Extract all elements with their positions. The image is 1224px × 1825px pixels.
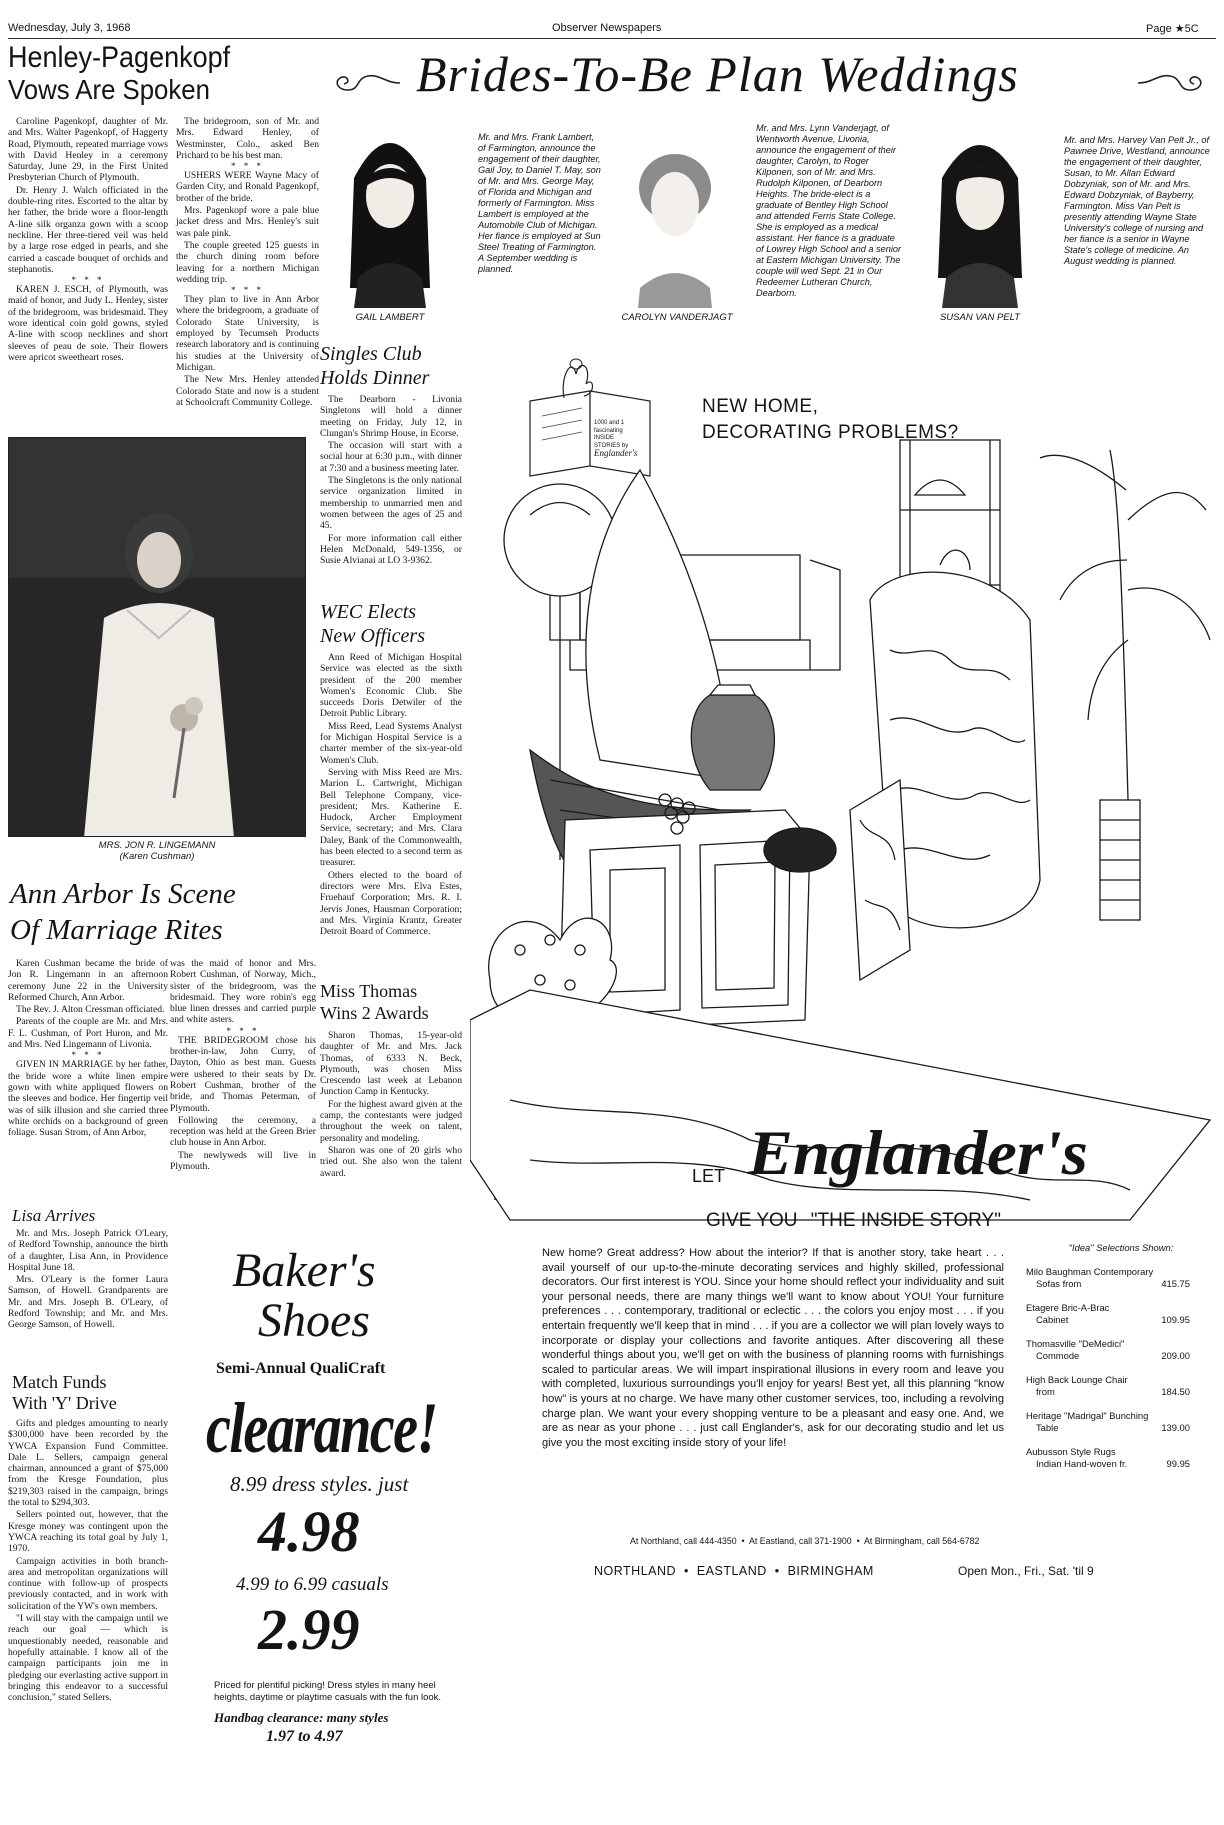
selection-price: 139.00 [1161,1422,1190,1433]
bakers-logo-line1: Baker's [232,1244,376,1297]
book-text-line: INSIDE [594,435,615,441]
match-text [8,1418,168,1704]
thomas-para: Sharon was one of 20 girls who tried out. She also won the talent award. [320,1144,462,1179]
book-signature: Englander's [594,448,638,458]
bride-caption-name: MRS. JON R. LINGEMANN [98,840,216,851]
englander-stores: NORTHLAND • EASTLAND • BIRMINGHAM [594,1564,874,1578]
selection-name-cont: from [1036,1386,1055,1397]
lambert-photo [330,118,450,308]
selection-price: 415.75 [1161,1278,1190,1289]
selection-name-cont: Cabinet [1036,1314,1069,1325]
book-text-line: fascinating [594,427,623,434]
vanderjagt-text: Mr. and Mrs. Lynn Vanderjagt, of Wentworth Avenue, Livonia, announce the engagement of their daughter, Carolyn, to Roger Kilponen, son of Mr. and Mrs. Rudolph Kilponen, of Dearborn Heights. The bride-elect is a graduate of Bentley High School and attended Ferris State College. She is employed as a medical assistant. Her fiance is a graduate of Lowrey High School and a senior at Eastern Michigan University. The couple will wed Sept. 21 in Our Redeemer Lutheran Church, Dearborn. [756,123,902,298]
bride-caption-maiden: (Karen Cushman) [119,851,195,862]
annarbor-headline-line1: Ann Arbor Is Scene [10,878,236,910]
lambert-portrait [330,118,450,308]
wec-headline-line2: New Officers [320,625,425,647]
henley-para: USHERS WERE Wayne Macy of Garden City, and Ronald Pagenkopf, brother of the bride. [176,170,319,204]
bakers-casuals: 4.99 to 6.99 casuals [236,1574,389,1595]
englander-tagline [706,1210,1001,1232]
selection-price: 109.95 [1161,1314,1190,1325]
henley-headline-line2: Vows Are Spoken [8,74,210,105]
henley-col2 [176,116,319,409]
henley-para: Dr. Henry J. Walch officiated in the double-ring rites. Escorted to the altar by her father, the bride wore a floor-length A-line silk organza gown with a scoop neckline. Her three-tiered veil was held by a large rose edged in pearls, and she carried a cascade bouquet of orchids and stephanotis. [8,184,168,275]
bakers-ad [202,1232,470,1752]
selection-name: Etagere Bric-A-Brac [1026,1302,1110,1313]
annarbor-col2 [170,958,316,1173]
separator-stars: * * * [231,285,264,296]
bakers-sub: Semi-Annual QualiCraft [216,1360,386,1377]
singles-text [320,394,462,567]
englander-tagline-part1: GIVE YOU [706,1210,798,1231]
englander-tagline-part2: "THE INSIDE STORY" [810,1210,1001,1231]
henley-para: The bridegroom, son of Mr. and Mrs. Edward Henley, of Westminster, Colo., asked Ben Prichard to be his best man. [176,116,319,161]
flourish-right-icon [1136,70,1208,96]
bride-photo [8,437,306,837]
selection-name-cont: Commode [1036,1350,1080,1361]
vanpelt-text: Mr. and Mrs. Harvey Van Pelt Jr., of Pawnee Drive, Westland, announce the engagement of their daughter, Susan, to Mr. Allan Edward Dobzyniak, son of Mr. and Mrs. Edward Dobzyniak, of Bayberry, Farmington. Miss Van Pelt is presently attending Wayne State University's college of nursing and her fiance is a senior in Wayne State's college of medicine. An August wedding is planned. [1064,135,1210,266]
selections-title: "Idea" Selections Shown: [1068,1242,1174,1253]
dateline: Wednesday, July 3, 1968 [8,22,131,34]
englander-logo: Englander's [748,1117,1088,1188]
selection-item [1026,1446,1216,1470]
selection-item [1026,1374,1216,1398]
match-headline-line2: With 'Y' Drive [12,1393,117,1413]
henley-para: Mrs. Pagenkopf wore a pale blue jacket dress and Mrs. Henley's suit was pale pink. [176,205,319,239]
match-para: Sellers pointed out, however, that the Kresge money was contingent upon the YWCA reaching its total goal by July 1, 1970. [8,1509,168,1555]
bakers-dress: 8.99 dress styles. just [230,1472,409,1496]
annarbor-para: Following the ceremony, a reception was held at the Green Brier club house in Ann Arbor. [170,1114,316,1149]
annarbor-para: Parents of the couple are Mr. and Mrs. F. L. Cushman, of Port Huron, and Mr. and Mrs. Ned Lingemann of Livonia. [8,1016,168,1051]
singles-para: For more information call either Helen McDonald, 549-1356, or Susie Alvianai at LO 3-9362. [320,532,462,567]
wec-headline [320,600,470,648]
bride-photo-caption [8,840,306,862]
selection-item [1026,1410,1216,1434]
match-para: "I will stay with the campaign until we reach our goal — which is unquestionably needed, reasonable and hopefully attainable. I know all of the campaign participants join me in pledging our everlasting active support in bringing this endeavor to a successful conclusion," stated Sellers. [8,1613,168,1704]
vanpelt-photo [920,118,1040,308]
selection-price: 184.50 [1161,1386,1190,1397]
englander-headline-line1: NEW HOME, [702,396,819,417]
henley-col1 [8,116,168,364]
singles-para: The Dearborn - Livonia Singletons will hold a dinner meeting on Friday, July 12, in Clungan's Shrimp House, in Ecorse. [320,394,462,439]
englander-body: New home? Great address? How about the interior? If that is another story, take heart . . . avail yourself of our up-to-the-minute decorating services and highly skilled, professional decorators. Our first interest is YOU. Since your home should reflect your individuality and suit your personal needs, there are many things we'll want to know about YOU! Your furniture preferences . . . contemporary, traditional or eclectic . . . the colors you enjoy most . . . if you entertain frequently we'll keep that in mind . . . if you are a collector we will plan lovely ways to incorporate or display your collections and favorite antiques. After discovering all these wonderful things about you, we'll get on with the business of planning rooms with furnishings scaled to particular areas. We will impart inspirational illusions in every room and leave you with completed, luxurious surroundings you'll enjoy for years! Best yet, all this planning "know how" is yours at no charge. We have many other customer services, too, including a revolving charge plan. We want your every shopping venture to be a pleasant and easy one. And, we are as near as your phone . . . just call Englander's, ask for our decorating studio and let us give you the most exciting inside story of your life! [542,1247,1004,1449]
singles-headline-line1: Singles Club [320,343,422,365]
henley-para: The couple greeted 125 guests in the church dining room before leaving for a northern Michigan wedding trip. [176,239,319,285]
englander-ad [470,340,1216,1780]
bride-photo-image [9,438,306,837]
lisa-para: Mrs. O'Leary is the former Laura Samson, of Howell. Grandparents are Mr. and Mrs. Joseph B. O'Leary, of Redford Township; and Mr. and Mrs. George Samson, of Howell. [8,1274,168,1331]
selection-item [1026,1338,1216,1362]
henley-para: The New Mrs. Henley attended Colorado State and now is a student at Schoolcraft Community College. [176,374,319,408]
bakers-price1: 4.98 [258,1499,360,1564]
separator-stars: * * * [71,1050,105,1061]
lambert-caption: GAIL LAMBERT [355,312,425,323]
thomas-headline [320,980,470,1024]
book-text-line: STORIES by [594,442,629,449]
thomas-text [320,1030,462,1180]
henley-para: They plan to live in Ann Arbor where the bridegroom, a graduate of Colorado State University, is employed by Tecumseh Products research laboratory and is continuing his studies at the University of Michigan. [176,294,319,373]
henley-headline [8,42,308,106]
vanderjagt-photo [620,118,730,308]
vanderjagt-portrait [620,118,730,308]
lisa-headline: Lisa Arrives [12,1206,96,1225]
vanpelt-caption: SUSAN VAN PELT [939,312,1021,323]
annarbor-para: Karen Cushman became the bride of Jon R. Lingemann in an afternoon ceremony June 22 in the University Reformed Church, Ann Arbor. [8,958,168,1003]
selections-list [1026,1242,1216,1482]
englander-let: LET [692,1166,726,1186]
annarbor-para: was the maid of honor and Mrs. Robert Cushman, of Norway, Mich., sister of the bridegroom, was the bridesmaid. They wore robin's egg blue linen dresses and carried purple and white asters. [170,958,316,1026]
wec-para: Ann Reed of Michigan Hospital Service was elected as the sixth president of the 200 member Women's Economic Club. She succeeds Doris Detwiler of the Detroit Public Library. [320,652,462,720]
paper-name: Observer Newspapers [552,22,662,34]
henley-para: KAREN J. ESCH, of Plymouth, was maid of honor, and Judy L. Henley, sister of the bridegroom, was bridesmaid. They wore identical coin gold gowns, styled A-line with scoop necklines and short sleeves of peau de soie. Their flowers were apricot sweetheart roses. [8,284,168,363]
bakers-logo-line2: Shoes [258,1294,370,1347]
singles-headline-line2: Holds Dinner [320,367,430,389]
selection-name: Aubusson Style Rugs [1026,1446,1116,1457]
wec-para: Miss Reed, Lead Systems Analyst for Michigan Hospital Service is a charter member of the six-year-old Women's Club. [320,720,462,766]
singles-headline [320,342,470,390]
selection-name-cont: Table [1036,1422,1059,1433]
thomas-headline-line2: Wins 2 Awards [320,1003,429,1023]
bakers-price2: 2.99 [258,1597,360,1662]
annarbor-headline-line2: Of Marriage Rites [10,914,223,946]
englander-phones: At Northland, call 444-4350 • At Eastland, call 371-1900 • At Birmingham, call 564-6782 [630,1536,980,1546]
englander-headline-line2: DECORATING PROBLEMS? [702,422,959,443]
selection-item [1026,1302,1216,1326]
selection-price: 99.95 [1166,1458,1190,1469]
bakers-clearance: clearance! [206,1388,437,1468]
wec-para: Serving with Miss Reed are Mrs. Marion L. Cartwright, Michigan Bell Telephone Company, vice-president; Mrs. Katherine E. Hudock, Archer Employment Service, secretary; and Mrs. Clara Daley, Bank of the Commonwealth, has been elected to a second term as treasurer. [320,766,462,869]
bakers-fine-print: Priced for plentiful picking! Dress styles in many heel heights, daytime or playtime casuals with the fun look. [214,1680,442,1703]
bakers-handbag-price: 1.97 to 4.97 [266,1728,343,1745]
lisa-para: Mr. and Mrs. Joseph Patrick O'Leary, of Redford Township, announce the birth of a daughter, Lisa Ann, in Providence Hospital June 18. [8,1228,168,1273]
separator-stars: * * * [71,275,105,286]
annarbor-col1 [8,958,168,1139]
selection-item [1026,1266,1216,1290]
bakers-handbag: Handbag clearance: many styles [214,1710,389,1725]
selection-name: Thomasville "DeMedici" [1026,1338,1125,1349]
annarbor-para: THE BRIDEGROOM chose his brother-in-law, John Curry, of Dayton, Ohio as best man. Guests were ushered to their seats by Dr. Robert Cushman, brother of the bride, and Thomas Peterman, of Plymouth. [170,1034,316,1114]
page-number: Page ★5C [1146,23,1199,35]
vanpelt-portrait [920,118,1040,308]
singles-para: The occasion will start with a social hour at 6:30 p.m., with dinner at 7:30 and a business meeting later. [320,440,462,474]
vanderjagt-caption: CAROLYN VANDERJAGT [621,312,733,323]
brides-banner-title: Brides-To-Be Plan Weddings [416,46,1019,102]
annarbor-para: GIVEN IN MARRIAGE by her father, the bride wore a white linen empire gown with white appliqued flowers on the sleeves and bodice. Her fingertip veil was of silk illusion and she carried three white orchids on a background of green foliage. Susan Strom, of Ann Arbor, [8,1059,168,1139]
flourish-left-icon [330,70,402,96]
match-headline-line1: Match Funds [12,1372,107,1392]
wec-headline-line1: WEC Elects [320,601,417,623]
brides-banner [330,46,1210,106]
wec-para: Others elected to the board of directors were Mrs. Elva Estes, Fruehauf Corporation; Mrs. R. I. Jervis Jones, Hausman Corporation; and Mrs. Virginia Krantz, Greater Detroit Board of Commerce. [320,869,462,938]
lambert-text: Mr. and Mrs. Frank Lambert, of Farmington, announce the engagement of their daughter, Gail Joy, to Daniel T. May, son of Mr. and Mrs. George May, of Florida and Michigan and formerly of Farmington. Miss Lambert is employed at the Automobile Club of Michigan. Her fiance is employed at Sun Steel Treating of Farmington. A September wedding is planned. [478,132,601,274]
book-text-line: 1000 and 1 [594,420,625,426]
annarbor-para: The newlyweds will live in Plymouth. [170,1149,316,1173]
selection-name: Milo Baughman Contemporary [1026,1266,1154,1277]
englander-hours: Open Mon., Fri., Sat. 'til 9 [958,1564,1094,1578]
annarbor-para: The Rev. J. Alton Cressman officiated. [16,1004,165,1016]
match-para: Gifts and pledges amounting to nearly $300,000 have been recorded by the YWCA Expansion Fund Committee. Dale L. Sellers, campaign general chairman, announced a grant of $75,000 from the Kresge Foundation, plus $219,303 raised in the campaign, brings the total to $294,303. [8,1418,168,1509]
selection-name: High Back Lounge Chair [1026,1374,1128,1385]
header-rule [8,38,1216,39]
selection-name-cont: Indian Hand-woven fr. [1036,1458,1128,1469]
selection-name: Heritage "Madrigal" Bunching [1026,1410,1149,1421]
thomas-para: For the highest award given at the camp, the contestants were judged throughout the week on talent, personality and modeling. [320,1098,462,1144]
selection-price: 209.00 [1161,1350,1190,1361]
singles-para: The Singletons is the only national service organization limited in membership to unmarried men and women between the ages of 25 and 45. [320,475,462,532]
separator-stars: * * * [231,161,264,172]
lisa-text [8,1228,168,1332]
match-para: Campaign activities in both branch-area and metropolitan organizations will continue with follow-up of prospects previously contacted, and in work with solicitation of the YW's own members. [8,1555,168,1612]
wec-text [320,652,462,938]
selections-items [1026,1266,1216,1470]
match-headline [12,1372,117,1414]
selection-name-cont: Sofas from [1036,1278,1082,1289]
henley-para: Caroline Pagenkopf, daughter of Mr. and Mrs. Walter Pagenkopf, of Haggerty Road, Plymouth, repeated marriage vows with David Henley in a ceremony Saturday, June 29, in the First United Presbyterian Church of Plymouth. [8,116,168,184]
henley-headline-line1: Henley-Pagenkopf [8,41,231,74]
thomas-para: Sharon Thomas, 15-year-old daughter of Mr. and Mrs. Jack Thomas, of 6333 N. Beck, Plymouth, was chosen Miss Crescendo last week at Lebanon Junction Camp in Kentucky. [320,1030,462,1098]
annarbor-headline [10,876,310,948]
separator-stars: * * * [226,1025,260,1036]
thomas-headline-line1: Miss Thomas [320,981,418,1001]
